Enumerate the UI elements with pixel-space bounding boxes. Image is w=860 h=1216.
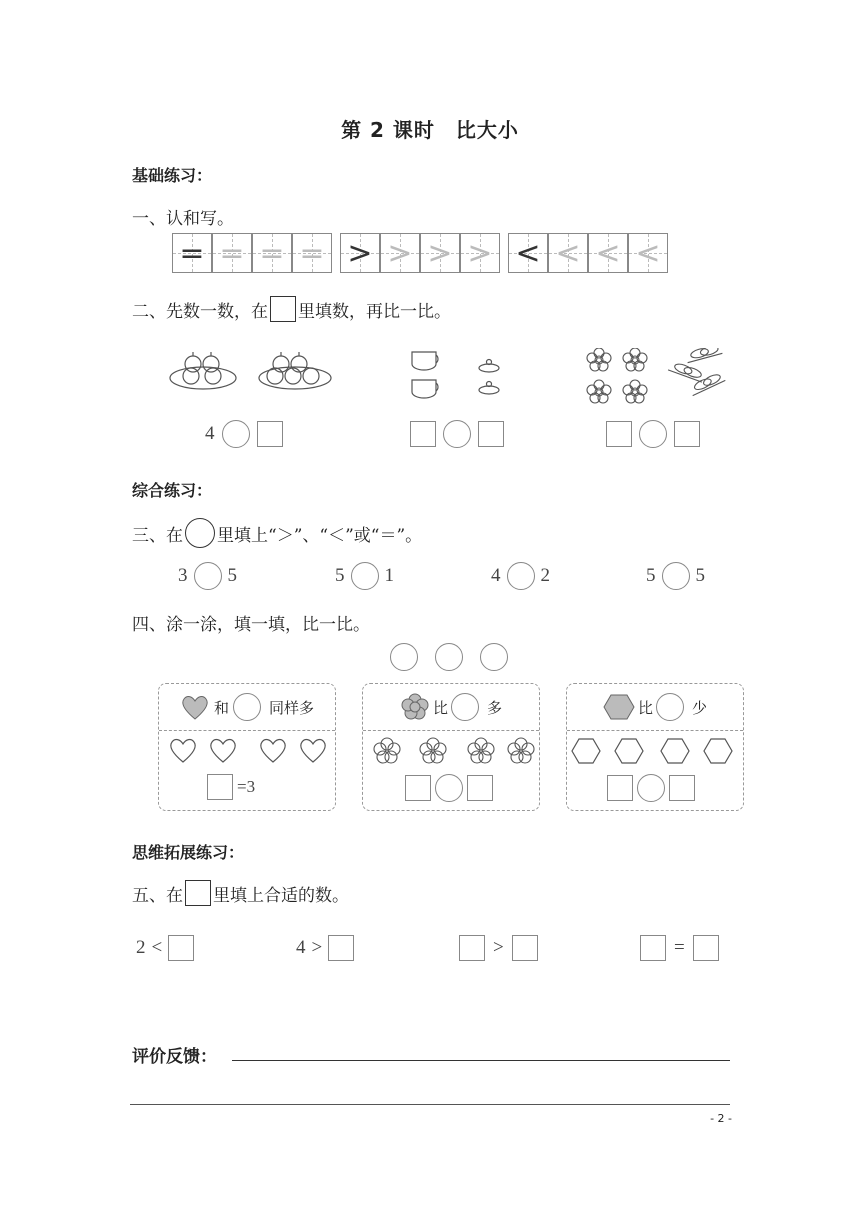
box-symbol [270,296,296,322]
answer-circle[interactable] [351,562,379,590]
hexagon-icon [603,693,635,721]
panel-hearts [158,683,336,811]
flower-answer [405,774,493,802]
dragonflies [668,348,725,396]
panel-flowers [362,683,540,811]
grid-cell: = [252,233,292,273]
section-basic: 基础练习： [132,166,213,185]
q3-item-4 [646,562,705,590]
flower-row [369,734,535,768]
right-number: 1 [384,565,394,586]
q5-text-post: 里填上合适的数。 [213,885,349,906]
q4-text: 四、涂一涂，填一填，比一比。 [132,615,370,635]
cups [412,352,438,398]
answer-circle[interactable] [435,774,463,802]
feedback-label: 评价反馈： [132,1047,217,1067]
grid-cell: < [548,233,588,273]
circle-icon [233,693,261,721]
grid-cell: < [628,233,668,273]
grid-cell: = [172,233,212,273]
answer-box[interactable] [478,421,504,447]
answer-box[interactable] [606,421,632,447]
operator: = [674,937,685,958]
answer-box[interactable] [693,935,719,961]
grid-cell: < [508,233,548,273]
answer-box[interactable] [459,935,485,961]
answer-box[interactable] [512,935,538,961]
answer-circle[interactable] [637,774,665,802]
left-number: 3 [178,565,188,586]
label-shao: 少 [692,698,708,717]
grid-cell: > [340,233,380,273]
answer-circle[interactable] [194,562,222,590]
equals-three: =3 [237,777,256,796]
q5-item-2 [296,935,354,961]
heart-row [165,736,331,766]
q2-answer-3 [606,420,700,448]
answer-circle[interactable] [662,562,690,590]
color-circle[interactable] [435,643,463,671]
panel-header [567,684,743,731]
answer-box[interactable] [257,421,283,447]
feedback-line[interactable] [232,1060,730,1061]
answer-circle[interactable] [507,562,535,590]
footer-divider [130,1104,730,1105]
panel-header [363,684,539,731]
operator: > [311,937,323,958]
answer-circle[interactable] [639,420,667,448]
section-comprehensive: 综合练习： [132,481,213,500]
panel-hexagons [566,683,744,811]
label-bi: 比 [637,698,653,717]
q5-item-1 [136,935,194,961]
left-number: 5 [646,565,656,586]
grid-cell: > [420,233,460,273]
answer-box[interactable] [328,935,354,961]
q3-instruction [132,518,422,548]
grid-cell: > [380,233,420,273]
q3-text-pre: 三、在 [132,525,183,546]
hexagon-answer [607,774,695,802]
operator: < [151,937,163,958]
label-same: 同样多 [269,698,315,717]
heart-icon [180,693,210,721]
answer-box[interactable] [207,774,233,800]
lids [479,360,499,395]
answer-box[interactable] [405,775,431,801]
three-circles [390,643,508,671]
label-duo: 多 [487,698,503,717]
answer-box[interactable] [640,935,666,961]
given-number: 4 [205,423,215,444]
q3-item-2 [335,562,394,590]
q3-text-post: 里填上“＞”、“＜”或“＝”。 [217,525,423,546]
label-and: 和 [213,698,229,717]
grid-equals [172,233,332,273]
answer-box[interactable] [674,421,700,447]
page-number: - 2 - [710,1112,732,1125]
apple-plate-1 [170,352,236,389]
q2-instruction [132,296,451,322]
grid-less [508,233,668,273]
q5-item-3 [459,935,538,961]
q5-text-pre: 五、在 [132,885,183,906]
circle-icon [656,693,684,721]
q2-text-pre: 二、先数一数，在 [132,301,268,322]
grid-greater [340,233,500,273]
color-circle[interactable] [480,643,508,671]
q3-item-1 [178,562,237,590]
apple-plate-2 [259,352,331,389]
page-title: 第 2 课时 比大小 [341,118,519,142]
answer-box[interactable] [168,935,194,961]
answer-box[interactable] [607,775,633,801]
q2-answer-2 [410,420,504,448]
q3-item-3 [491,562,550,590]
panel-header [159,684,335,731]
grid-cell: = [292,233,332,273]
section-thinking: 思维拓展练习： [132,843,245,862]
heart-answer [207,774,255,800]
right-number: 5 [227,565,237,586]
answer-box[interactable] [467,775,493,801]
q5-instruction [132,880,349,906]
q1-text: 一、认和写。 [132,209,234,229]
grid-cell: < [588,233,628,273]
color-circle[interactable] [390,643,418,671]
answer-box[interactable] [410,421,436,447]
circle-icon [451,693,479,721]
answer-box[interactable] [669,775,695,801]
flower-icon [400,692,430,722]
grid-cell: = [212,233,252,273]
operator: > [493,937,504,958]
q2-answer-1 [205,420,283,448]
q2-text-post: 里填数，再比一比。 [298,301,451,322]
box-symbol [185,880,211,906]
grid-cell: > [460,233,500,273]
right-number: 5 [695,565,705,586]
flowers [587,348,647,403]
q1-writing-grids [172,233,668,273]
q2-pictures [165,348,745,410]
left-number: 5 [335,565,345,586]
circle-symbol [185,518,215,548]
hexagon-row [571,737,741,767]
answer-circle[interactable] [222,420,250,448]
left-number: 4 [296,937,306,958]
left-number: 2 [136,937,146,958]
right-number: 2 [540,565,550,586]
answer-circle[interactable] [443,420,471,448]
q5-item-4 [640,935,719,961]
left-number: 4 [491,565,501,586]
label-bi: 比 [432,698,448,717]
